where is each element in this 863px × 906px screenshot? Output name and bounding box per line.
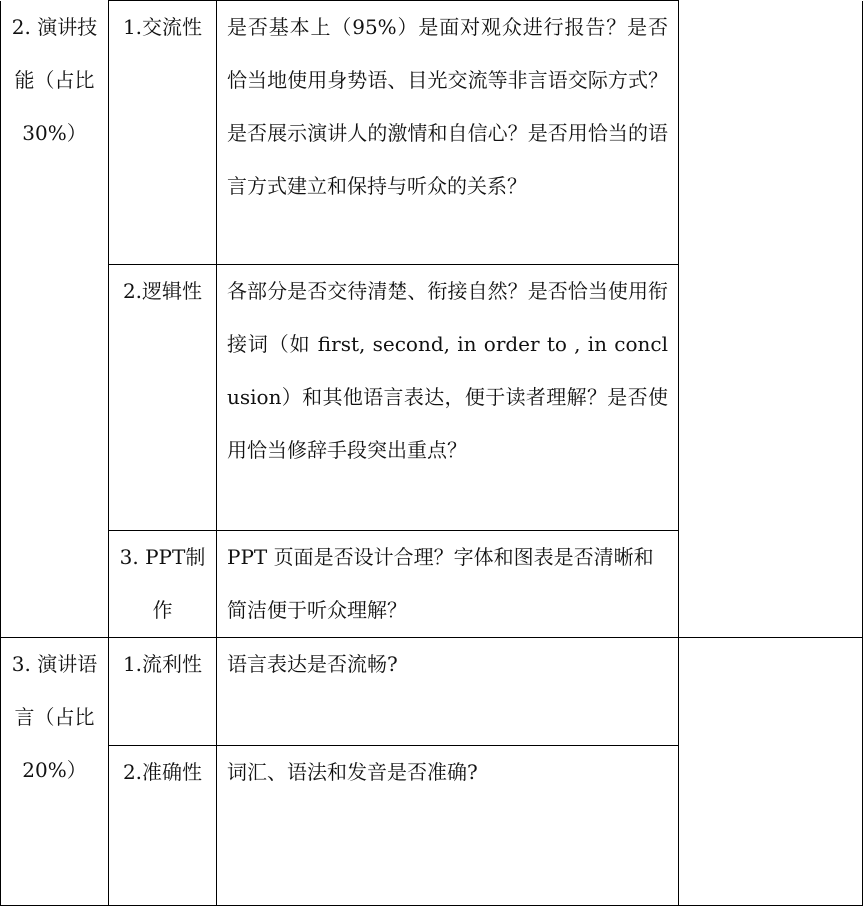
category-label: 2. 演讲技能（占比30%） [11,14,98,145]
subcategory-label: 1.流利性 [122,652,203,676]
criteria-cell [217,531,679,638]
category-cell [1,638,109,906]
subcategory-label: 3. PPT制作 [119,545,206,622]
criteria-cell [217,638,679,746]
subcategory-label: 1.交流性 [122,15,203,39]
score-cell [679,1,863,638]
category-label: 3. 演讲语言（占比20%） [11,652,98,782]
subcategory-cell [109,1,217,265]
criteria-cell [217,265,679,531]
category-cell [1,1,109,638]
subcategory-cell [109,746,217,906]
criteria-text: 各部分是否交待清楚、衔接自然？是否恰当使用衔接词（如 first, second, in order to , in conclusion）和其他语言表达，便于读者理解？是否使用恰当修辞手段突出重点？ [227,279,668,462]
criteria-cell [217,746,679,906]
criteria-text: 词汇、语法和发音是否准确? [227,760,478,784]
criteria-text: PPT 页面是否设计合理？字体和图表是否清晰和简洁便于听众理解？ [227,545,654,622]
criteria-text: 是否基本上（95%）是面对观众进行报告？是否恰当地使用身势语、目光交流等非言语交际方式？是否展示演讲人的激情和自信心？是否用恰当的语言方式建立和保持与听众的关系？ [227,15,668,198]
table-row [1,638,863,746]
subcategory-cell [109,638,217,746]
subcategory-label: 2.逻辑性 [122,279,203,303]
criteria-text: 语言表达是否流畅? [227,652,398,676]
subcategory-label: 2.准确性 [122,760,203,784]
criteria-cell [217,1,679,265]
score-cell [679,638,863,906]
table-row [1,1,863,265]
subcategory-cell [109,265,217,531]
subcategory-cell [109,531,217,638]
